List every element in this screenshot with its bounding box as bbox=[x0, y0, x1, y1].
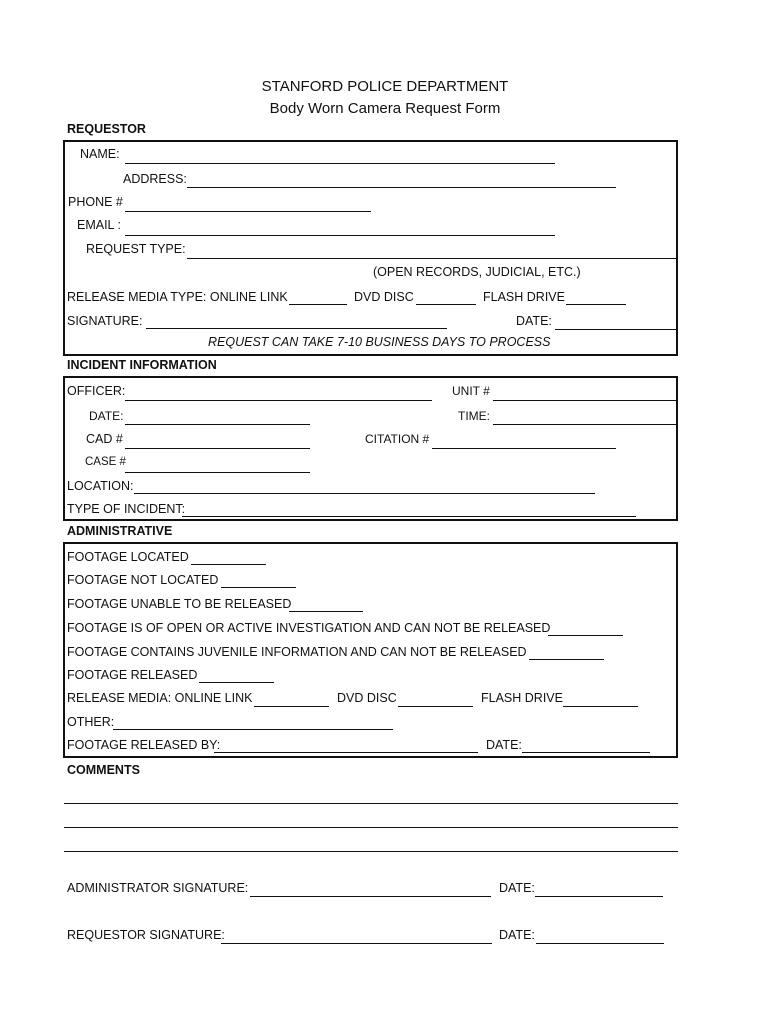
incident-date-label: DATE: bbox=[89, 409, 124, 423]
comment-line[interactable] bbox=[64, 803, 678, 804]
flash-drive-label: FLASH DRIVE bbox=[483, 290, 565, 304]
name-label: NAME: bbox=[80, 147, 120, 161]
department-title: STANFORD POLICE DEPARTMENT bbox=[261, 78, 509, 95]
email-label: EMAIL : bbox=[77, 218, 121, 232]
requestor-date-label: DATE: bbox=[516, 314, 552, 328]
type-of-incident-label: TYPE OF INCIDENT: bbox=[67, 502, 186, 516]
admin-release-media-label: RELEASE MEDIA: ONLINE LINK bbox=[67, 691, 253, 705]
comment-line[interactable] bbox=[64, 851, 678, 852]
dvd-disc-label: DVD DISC bbox=[354, 290, 414, 304]
time-field[interactable] bbox=[493, 424, 676, 425]
admin-signature-date-label: DATE: bbox=[499, 881, 535, 895]
admin-signature-date-field[interactable] bbox=[535, 896, 663, 897]
officer-label: OFFICER: bbox=[67, 384, 126, 398]
case-label: CASE # bbox=[85, 456, 126, 468]
requestor-date-field[interactable] bbox=[555, 329, 676, 330]
footage-juvenile-field[interactable] bbox=[529, 659, 604, 660]
admin-dvd-disc-field[interactable] bbox=[398, 706, 473, 707]
requestor-signature-label: REQUESTOR SIGNATURE: bbox=[67, 928, 225, 942]
case-field[interactable] bbox=[125, 472, 310, 473]
released-by-label: FOOTAGE RELEASED BY: bbox=[67, 738, 221, 752]
incident-date-field[interactable] bbox=[125, 424, 310, 425]
time-label: TIME: bbox=[458, 409, 490, 423]
citation-label: CITATION # bbox=[365, 432, 430, 446]
type-of-incident-field[interactable] bbox=[182, 516, 636, 517]
other-field[interactable] bbox=[113, 729, 393, 730]
admin-signature-field[interactable] bbox=[250, 896, 491, 897]
footage-unable-field[interactable] bbox=[289, 611, 363, 612]
signature-label: SIGNATURE: bbox=[67, 314, 143, 328]
released-by-field[interactable] bbox=[214, 752, 478, 753]
request-type-label: REQUEST TYPE: bbox=[86, 242, 186, 256]
released-date-field[interactable] bbox=[522, 752, 650, 753]
signature-field[interactable] bbox=[146, 328, 447, 329]
email-field[interactable] bbox=[125, 235, 555, 236]
request-type-field[interactable] bbox=[187, 258, 676, 259]
footage-juvenile-label: FOOTAGE CONTAINS JUVENILE INFORMATION AND CAN NOT BE RELEASED bbox=[67, 645, 527, 659]
footage-located-label: FOOTAGE LOCATED bbox=[67, 550, 189, 564]
processing-note: REQUEST CAN TAKE 7-10 BUSINESS DAYS TO PROCESS bbox=[208, 335, 551, 349]
requestor-signature-date-field[interactable] bbox=[536, 943, 664, 944]
requestor-signature-field[interactable] bbox=[221, 943, 492, 944]
requestor-signature-date-label: DATE: bbox=[499, 928, 535, 942]
footage-located-field[interactable] bbox=[191, 564, 266, 565]
admin-online-link-field[interactable] bbox=[254, 706, 329, 707]
name-field[interactable] bbox=[125, 163, 555, 164]
footage-released-label: FOOTAGE RELEASED bbox=[67, 668, 198, 682]
phone-label: PHONE # bbox=[68, 195, 123, 209]
dvd-disc-field[interactable] bbox=[416, 304, 476, 305]
admin-signature-label: ADMINISTRATOR SIGNATURE: bbox=[67, 881, 249, 895]
admin-flash-drive-label: FLASH DRIVE bbox=[481, 691, 563, 705]
citation-field[interactable] bbox=[432, 448, 616, 449]
unit-field[interactable] bbox=[493, 400, 676, 401]
form-title: Body Worn Camera Request Form bbox=[269, 100, 501, 117]
location-label: LOCATION: bbox=[67, 479, 134, 493]
flash-drive-field[interactable] bbox=[566, 304, 626, 305]
comments-section-label: COMMENTS bbox=[67, 763, 140, 777]
address-field[interactable] bbox=[187, 187, 616, 188]
admin-dvd-disc-label: DVD DISC bbox=[337, 691, 397, 705]
location-field[interactable] bbox=[134, 493, 595, 494]
online-link-field[interactable] bbox=[289, 304, 347, 305]
footage-unable-label: FOOTAGE UNABLE TO BE RELEASED bbox=[67, 597, 292, 611]
cad-label: CAD # bbox=[86, 432, 123, 446]
other-label: OTHER: bbox=[67, 715, 115, 729]
footage-open-investigation-field[interactable] bbox=[548, 635, 623, 636]
cad-field[interactable] bbox=[125, 448, 310, 449]
footage-not-located-field[interactable] bbox=[221, 587, 296, 588]
unit-label: UNIT # bbox=[452, 384, 490, 398]
incident-section-label: INCIDENT INFORMATION bbox=[67, 358, 217, 372]
requestor-section-label: REQUESTOR bbox=[67, 122, 146, 136]
administrative-section-label: ADMINISTRATIVE bbox=[67, 524, 173, 538]
admin-flash-drive-field[interactable] bbox=[563, 706, 638, 707]
footage-open-investigation-label: FOOTAGE IS OF OPEN OR ACTIVE INVESTIGATION AND CAN NOT BE RELEASED bbox=[67, 621, 551, 635]
officer-field[interactable] bbox=[125, 400, 432, 401]
request-type-hint: (OPEN RECORDS, JUDICIAL, ETC.) bbox=[373, 265, 581, 279]
released-date-label: DATE: bbox=[486, 738, 522, 752]
release-media-label: RELEASE MEDIA TYPE: ONLINE LINK bbox=[67, 290, 288, 304]
footage-released-field[interactable] bbox=[199, 682, 274, 683]
address-label: ADDRESS: bbox=[123, 172, 187, 186]
comment-line[interactable] bbox=[64, 827, 678, 828]
footage-not-located-label: FOOTAGE NOT LOCATED bbox=[67, 573, 219, 587]
phone-field[interactable] bbox=[125, 211, 371, 212]
